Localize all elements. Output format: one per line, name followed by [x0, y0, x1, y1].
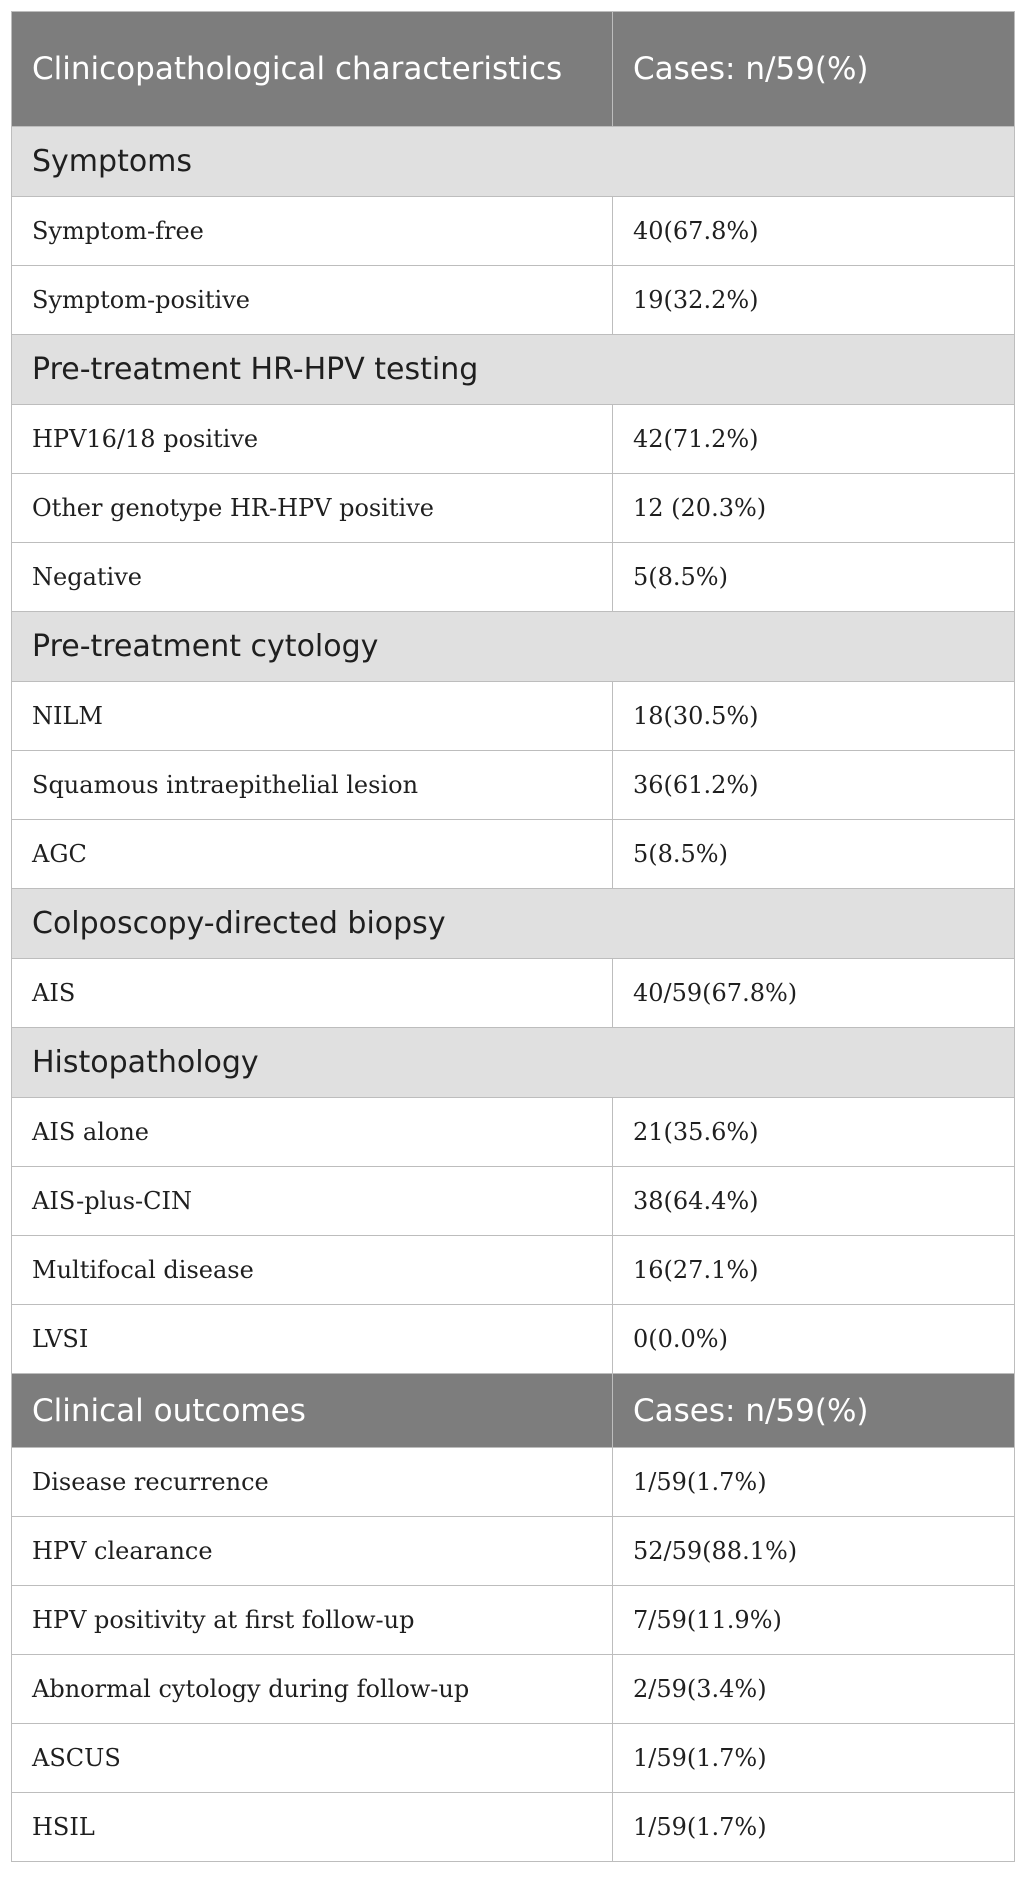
- row-value: 5(8.5%): [613, 820, 1015, 889]
- row-label: Other genotype HR-HPV positive: [12, 474, 613, 543]
- section-header-row: [12, 612, 1015, 682]
- table-row: [12, 1448, 1015, 1517]
- row-label: Symptom-positive: [12, 266, 613, 335]
- row-value: 38(64.4%): [613, 1167, 1015, 1236]
- table-row: [12, 959, 1015, 1028]
- row-value: 21(35.6%): [613, 1098, 1015, 1167]
- row-label: NILM: [12, 682, 613, 751]
- table-row: [12, 751, 1015, 820]
- table-body: [12, 12, 1015, 1862]
- table-header-row: [12, 12, 1015, 127]
- row-label: HSIL: [12, 1793, 613, 1862]
- row-label: AIS alone: [12, 1098, 613, 1167]
- outcomes-header-row: [12, 1374, 1015, 1448]
- table-row: [12, 405, 1015, 474]
- row-value: 19(32.2%): [613, 266, 1015, 335]
- section-title: Colposcopy-directed biopsy: [12, 889, 1015, 959]
- row-label: HPV positivity at first follow-up: [12, 1586, 613, 1655]
- row-value: 52/59(88.1%): [613, 1517, 1015, 1586]
- table-row: [12, 197, 1015, 266]
- row-label: AIS: [12, 959, 613, 1028]
- row-value: 0(0.0%): [613, 1305, 1015, 1374]
- section-title: Pre-treatment HR-HPV testing: [12, 335, 1015, 405]
- row-value: 2/59(3.4%): [613, 1655, 1015, 1724]
- row-label: ASCUS: [12, 1724, 613, 1793]
- characteristics-table: [11, 11, 1015, 1862]
- table-row: [12, 1793, 1015, 1862]
- row-label: HPV clearance: [12, 1517, 613, 1586]
- section-title: Histopathology: [12, 1028, 1015, 1098]
- table-row: [12, 266, 1015, 335]
- table-row: [12, 1098, 1015, 1167]
- header-cases: Cases: n/59(%): [613, 12, 1015, 127]
- header-cases: Cases: n/59(%): [613, 1374, 1015, 1448]
- row-label: Negative: [12, 543, 613, 612]
- table-row: [12, 1236, 1015, 1305]
- row-label: AGC: [12, 820, 613, 889]
- row-value: 1/59(1.7%): [613, 1793, 1015, 1862]
- table-row: [12, 1655, 1015, 1724]
- row-value: 7/59(11.9%): [613, 1586, 1015, 1655]
- row-value: 36(61.2%): [613, 751, 1015, 820]
- section-header-row: [12, 127, 1015, 197]
- table-row: [12, 1586, 1015, 1655]
- section-title: Symptoms: [12, 127, 1015, 197]
- section-header-row: [12, 335, 1015, 405]
- section-header-row: [12, 889, 1015, 959]
- row-label: HPV16/18 positive: [12, 405, 613, 474]
- table-row: [12, 820, 1015, 889]
- table-row: [12, 1167, 1015, 1236]
- table-row: [12, 1305, 1015, 1374]
- row-label: LVSI: [12, 1305, 613, 1374]
- row-label: Squamous intraepithelial lesion: [12, 751, 613, 820]
- header-characteristics: Clinicopathological characteristics: [12, 12, 613, 127]
- header-clinical-outcomes: Clinical outcomes: [12, 1374, 613, 1448]
- section-header-row: [12, 1028, 1015, 1098]
- row-label: Disease recurrence: [12, 1448, 613, 1517]
- row-label: Symptom-free: [12, 197, 613, 266]
- row-label: AIS-plus-CIN: [12, 1167, 613, 1236]
- row-label: Multifocal disease: [12, 1236, 613, 1305]
- row-value: 42(71.2%): [613, 405, 1015, 474]
- row-value: 1/59(1.7%): [613, 1448, 1015, 1517]
- table-row: [12, 543, 1015, 612]
- table-row: [12, 474, 1015, 543]
- row-label: Abnormal cytology during follow-up: [12, 1655, 613, 1724]
- row-value: 40(67.8%): [613, 197, 1015, 266]
- row-value: 18(30.5%): [613, 682, 1015, 751]
- table-row: [12, 1724, 1015, 1793]
- section-title: Pre-treatment cytology: [12, 612, 1015, 682]
- row-value: 40/59(67.8%): [613, 959, 1015, 1028]
- row-value: 5(8.5%): [613, 543, 1015, 612]
- table-row: [12, 1517, 1015, 1586]
- row-value: 16(27.1%): [613, 1236, 1015, 1305]
- row-value: 1/59(1.7%): [613, 1724, 1015, 1793]
- table-row: [12, 682, 1015, 751]
- row-value: 12 (20.3%): [613, 474, 1015, 543]
